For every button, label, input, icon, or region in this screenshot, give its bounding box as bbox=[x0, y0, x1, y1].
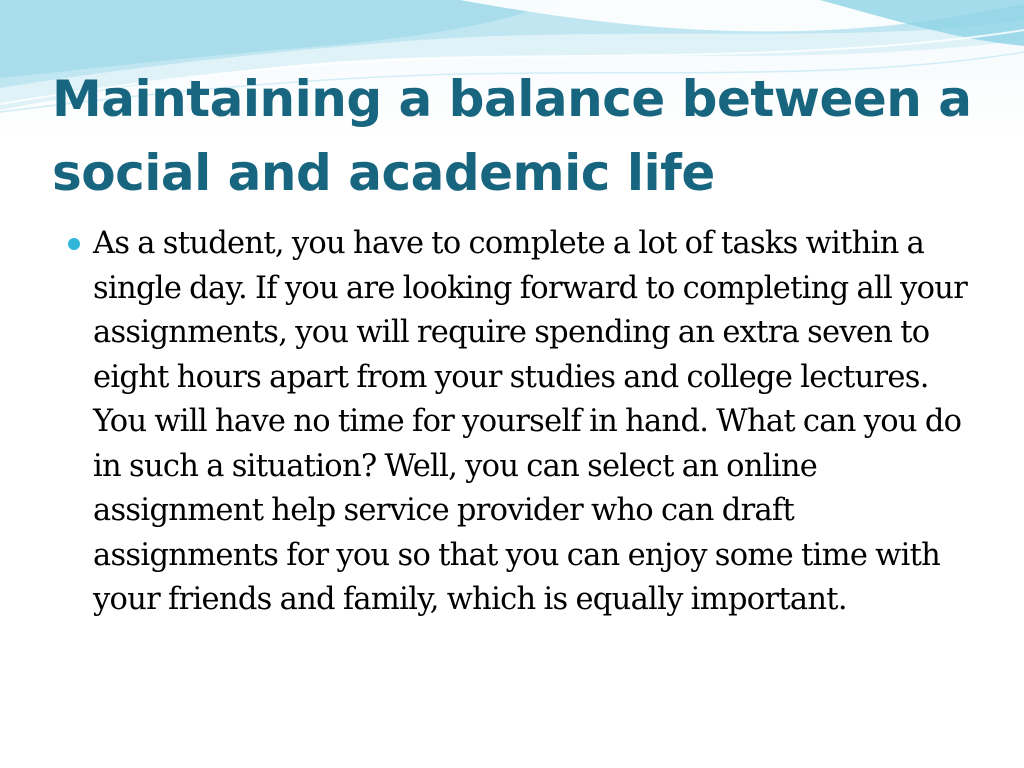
slide-title: Maintaining a balance between a social and academic life bbox=[52, 70, 972, 202]
bullet-list bbox=[62, 222, 972, 623]
bullet-dot-icon bbox=[68, 238, 80, 250]
bullet-text: As a student, you have to complete a lot of tasks within a single day. If you are looking forward to completing all your assignments, you will require spending an extra seven to eight hours apart from your studies and college lectures. You will have no time for yourself in hand. What can you do in such a situation? Well, you can select an online assignment help service provider who can draft assignments for you so that you can enjoy some time with your friends and family, which is equally important. bbox=[93, 226, 968, 617]
bullet-item bbox=[62, 222, 972, 623]
